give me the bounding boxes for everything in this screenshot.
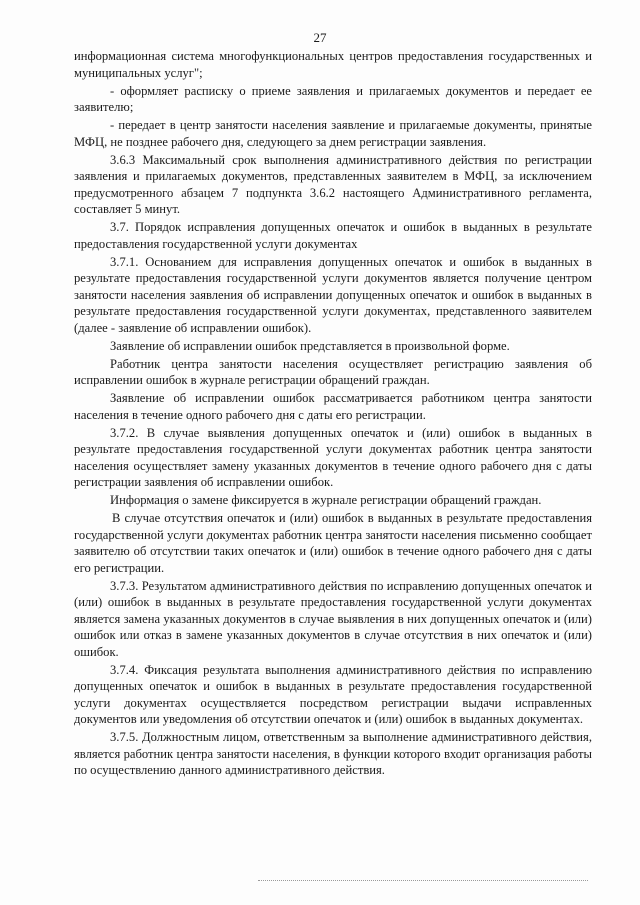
paragraph-registration: Работник центра занятости населения осуществляет регистрацию заявления об исправлении ошибок в журнале регистрации обращений граждан.	[74, 356, 592, 387]
paragraph-free-form: Заявление об исправлении ошибок представляется в произвольной форме.	[110, 338, 510, 353]
bottom-divider	[258, 880, 588, 881]
paragraph-3-7-5: 3.7.5. Должностным лицом, ответственным за выполнение административного действия, является работник центра занятости населения, в функции которого входит организация работы по осуществлению данного административного действия.	[74, 730, 592, 777]
paragraph-no-errors: В случае отсутствия опечаток и (или) ошибок в выданных в результате предоставления государственной услуги документах работник центра занятости населения письменно сообщает заявителю об отсутствии таких опечаток и (или) ошибок в течение одного рабочего дня с даты его регистрации.	[74, 511, 592, 575]
paragraph-3-7-3: 3.7.3. Результатом административного действия по исправлению допущенных опечаток и (или) ошибок в выданных в результате предоставления государственной услуги документах является замена указанных документов в случае выявления в них допущенных опечаток и (или) ошибок или отказ в замене указанных документов в случае отсутствия в них опечаток и (или) ошибок.	[74, 578, 592, 659]
paragraph-3-6-3: 3.6.3 Максимальный срок выполнения административного действия по регистрации заявления и прилагаемых документов, представленных заявителем в МФЦ, за исключением предусмотренного абзацем 7 подпункта 3.6.2 настоящего Административного регламента, составляет 5 минут.	[74, 152, 592, 216]
paragraph-3-7-2: 3.7.2. В случае выявления допущенных опечаток и (или) ошибок в выданных в результате предоставления государственной услуги документах работник центра занятости населения осуществляет замену указанных документов в течение одного рабочего дня с даты регистрации заявления об исправлении ошибок.	[74, 425, 592, 489]
paragraph-replacement-log: Информация о замене фиксируется в журнале регистрации обращений граждан.	[110, 493, 542, 507]
paragraph-2: - оформляет расписку о приеме заявления и прилагаемых документов и передает ее заявителю;	[74, 83, 592, 114]
paragraph-3-7-1: 3.7.1. Основанием для исправления допущенных опечаток и ошибок в выданных в результате предоставления государственной услуги документов является получение центром занятости населения заявления об исправлении допущенных опечаток и ошибок в выданных в результате предоставления государственной услуги документах, представленного заявителем (далее - заявление об исправлении ошибок).	[74, 254, 592, 335]
paragraph-3-7-4: 3.7.4. Фиксация результата выполнения административного действия по исправлению допущенных опечаток и ошибок в выданных в результате предоставления государственной услуги документах осуществляется посредством регистрации выдачи исправленных документов или уведомления об отсутствии опечаток и (или) ошибок в выданных документах.	[74, 662, 592, 726]
document-body	[74, 48, 592, 780]
section-heading-3-7: 3.7. Порядок исправления допущенных опечаток и ошибок в выданных в результате предоставления государственной услуги документах	[74, 220, 592, 251]
paragraph-3: - передает в центр занятости населения заявление и прилагаемые документы, принятые МФЦ, не позднее рабочего дня, следующего за днем регистрации заявления.	[74, 118, 592, 149]
paragraph-1: информационная система многофункциональных центров предоставления государственных и муниципальных услуг";	[74, 49, 592, 80]
page-number: 27	[313, 30, 327, 45]
paragraph-review: Заявление об исправлении ошибок рассматривается работником центра занятости населения в течение одного рабочего дня с даты его регистрации.	[74, 391, 592, 422]
